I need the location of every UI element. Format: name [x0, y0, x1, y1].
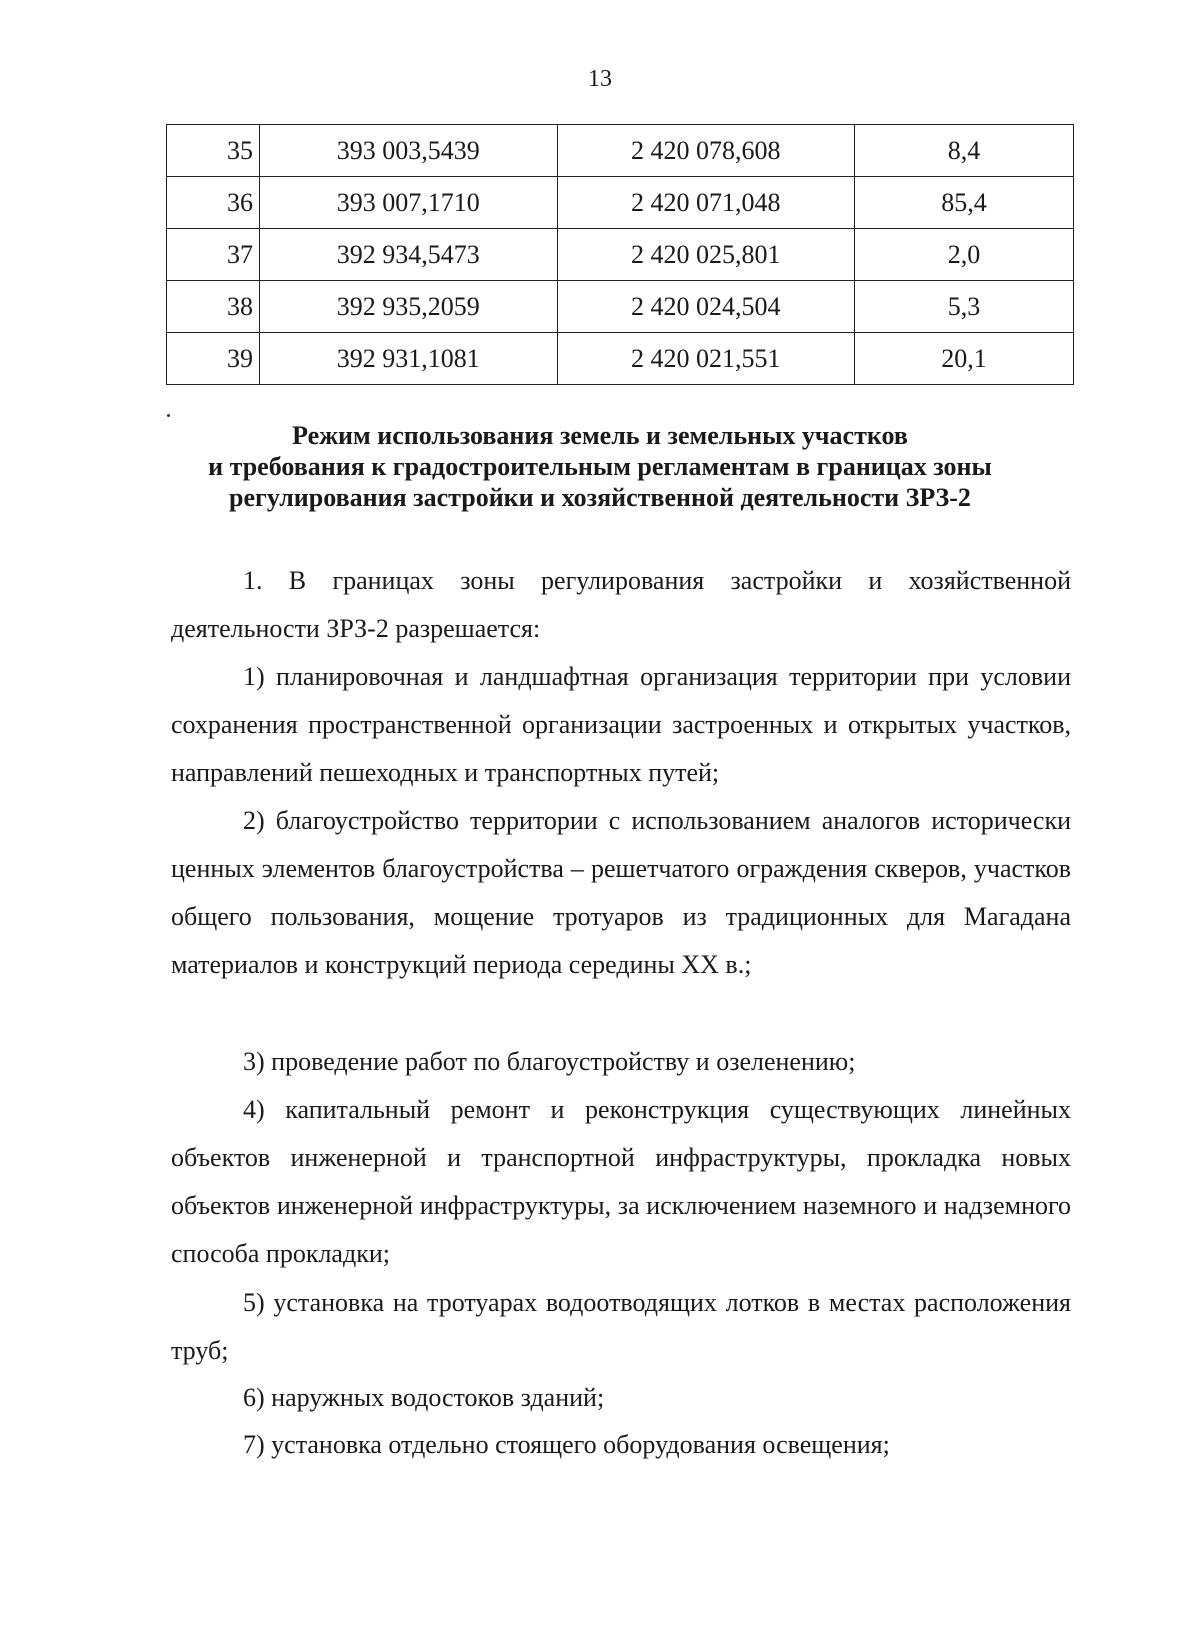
list-item: 1) планировочная и ландшафтная организация территории при условии сохранения пространственной организации застроенных и открытых участков, направлений пешеходных и транспортных путей;	[171, 662, 1071, 787]
heading-line: регулирования застройки и хозяйственной деятельности ЗРЗ-2	[229, 483, 971, 512]
list-item: 4) капитальный ремонт и реконструкция существующих линейных объектов инженерной и транспортной инфраструктуры, прокладка новых объектов инженерной инфраструктуры, за исключением наземного и надземного способа прокладки;	[171, 1095, 1071, 1268]
list-item: 6) наружных водостоков зданий;	[243, 1383, 605, 1412]
list-item: 2) благоустройство территории с использованием аналогов исторически ценных элементов благоустройства – решетчатого ограждения скверов, участков общего пользования, мощение тротуаров из традиционных для Магадана материалов и конструкций периода середины XX в.;	[171, 806, 1071, 979]
distance-cell: 2,0	[854, 229, 1073, 281]
heading-line: и требования к градостроительным регламентам в границах зоны	[208, 452, 992, 481]
table-row	[167, 125, 1074, 177]
list-item: 5) установка на тротуарах водоотводящих лотков в местах расположения труб;	[171, 1288, 1071, 1365]
y-coordinate-cell: 2 420 078,608	[557, 125, 854, 177]
y-coordinate-cell: 2 420 071,048	[557, 177, 854, 229]
distance-cell: 5,3	[854, 281, 1073, 333]
point-number-cell: 39	[167, 333, 260, 385]
section-heading	[0, 420, 1200, 513]
distance-cell: 8,4	[854, 125, 1073, 177]
point-number-cell: 38	[167, 281, 260, 333]
table-row	[167, 281, 1074, 333]
list-item: 7) установка отдельно стоящего оборудования освещения;	[243, 1430, 890, 1459]
table-row	[167, 229, 1074, 281]
x-coordinate-cell: 393 007,1710	[259, 177, 557, 229]
point-number-cell: 35	[167, 125, 260, 177]
table-row	[167, 333, 1074, 385]
paragraph: 1. В границах зоны регулирования застройки и хозяйственной деятельности ЗРЗ-2 разрешается:	[171, 566, 1071, 643]
heading-line: Режим использования земель и земельных участков	[292, 421, 908, 450]
x-coordinate-cell: 392 934,5473	[259, 229, 557, 281]
distance-cell: 85,4	[854, 177, 1073, 229]
x-coordinate-cell: 393 003,5439	[259, 125, 557, 177]
point-number-cell: 36	[167, 177, 260, 229]
scan-speck	[167, 414, 170, 417]
table-row	[167, 177, 1074, 229]
x-coordinate-cell: 392 935,2059	[259, 281, 557, 333]
point-number-cell: 37	[167, 229, 260, 281]
distance-cell: 20,1	[854, 333, 1073, 385]
x-coordinate-cell: 392 931,1081	[259, 333, 557, 385]
coordinates-table	[166, 124, 1074, 385]
y-coordinate-cell: 2 420 025,801	[557, 229, 854, 281]
y-coordinate-cell: 2 420 021,551	[557, 333, 854, 385]
list-item: 3) проведение работ по благоустройству и озеленению;	[243, 1047, 856, 1076]
page-number: 13	[588, 66, 612, 92]
y-coordinate-cell: 2 420 024,504	[557, 281, 854, 333]
